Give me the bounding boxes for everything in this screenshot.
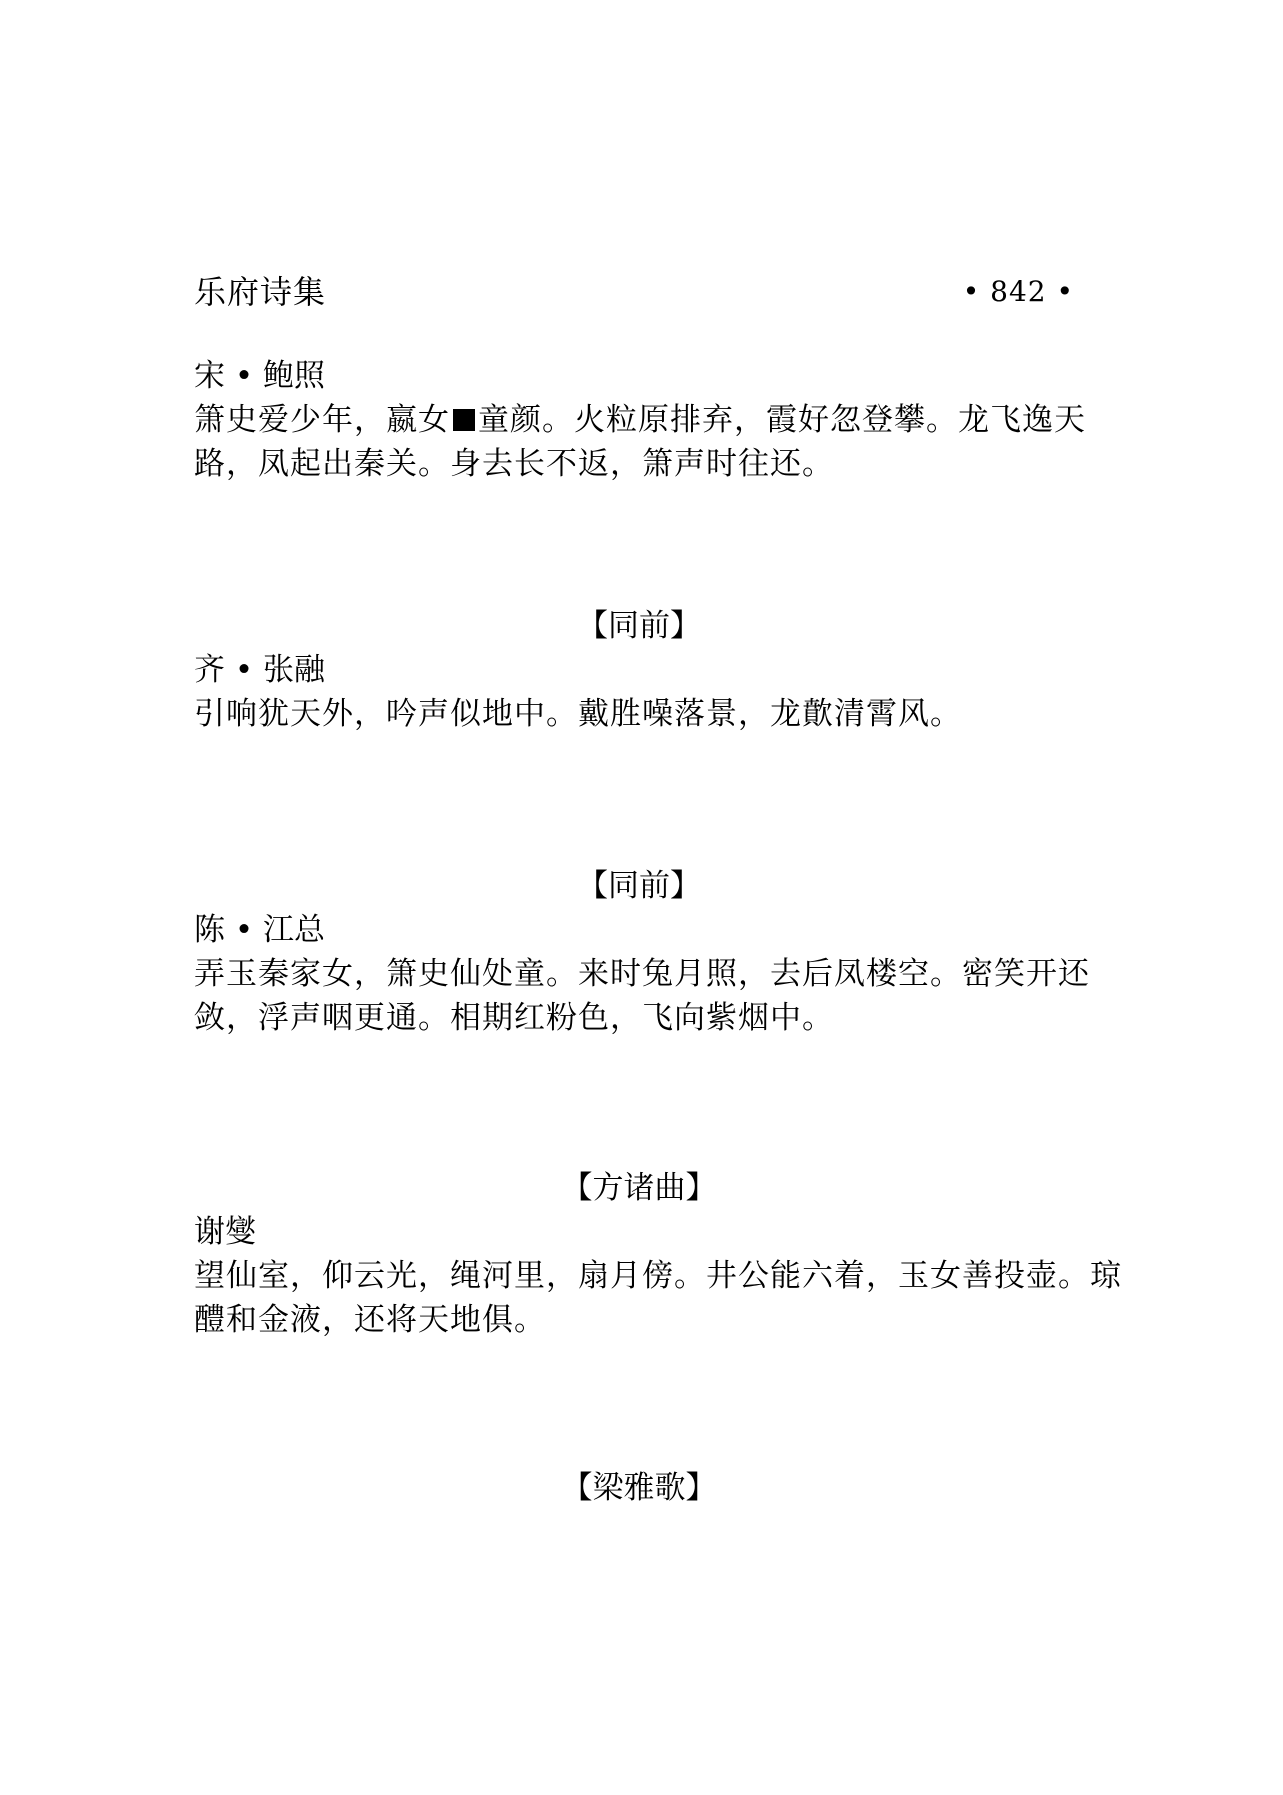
- poem-title: 【方诸曲】: [561, 1170, 717, 1206]
- poem-title: 【梁雅歌】: [561, 1470, 717, 1506]
- poem-title: 【同前】: [577, 608, 701, 644]
- page-header: [194, 270, 1074, 314]
- poem-author: 宋 • 鲍照: [194, 358, 325, 394]
- poem-body-text: 童颜。火粒原排弃，霞好忽登攀。龙飞逸天路，凤起出秦关。身去长不返，箫声时往还。: [194, 402, 1086, 482]
- poem-entry: [194, 1166, 1124, 1342]
- poem-entry: [194, 604, 1124, 736]
- book-title: 乐府诗集: [194, 273, 327, 311]
- poem-body: 望仙室，仰云光，绳河里，扇月傍。井公能六着，玉女善投壶。琼醴和金液，还将天地俱。: [194, 1258, 1122, 1338]
- poem-entry: [194, 1466, 1124, 1510]
- page-number: • 842 •: [962, 275, 1074, 308]
- poem-entry: [194, 354, 1124, 486]
- poem-body: 弄玉秦家女，箫史仙处童。来时兔月照，去后凤楼空。密笑开还敛，浮声咽更通。相期红粉色，飞向紫烟中。: [194, 956, 1090, 1036]
- poem-title: 【同前】: [577, 868, 701, 904]
- poem-body: 引响犹天外，吟声似地中。戴胜噪落景，龙歕清霄风。: [194, 696, 962, 732]
- poem-author: 齐 • 张融: [194, 652, 325, 688]
- poem-author: 谢燮: [194, 1214, 256, 1250]
- poem-body: [194, 398, 1124, 486]
- poem-body-text: 箫史爱少年，嬴女: [194, 402, 450, 438]
- missing-character-mark: [453, 409, 475, 431]
- poem-entry: [194, 864, 1124, 1040]
- poem-author: 陈 • 江总: [194, 912, 325, 948]
